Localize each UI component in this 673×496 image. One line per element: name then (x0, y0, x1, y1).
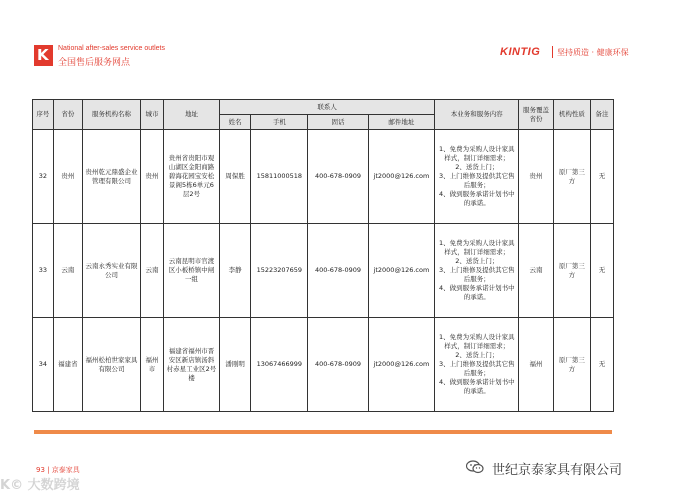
cell-org-name: 福州松柏世家家具有限公司 (82, 318, 140, 412)
cell-remarks: 无 (591, 130, 614, 224)
cell-name: 潘刚明 (220, 318, 251, 412)
service-item: 3、上门维修及提供其它售后服务； (438, 172, 515, 189)
cell-landline: 400-678-0909 (308, 224, 368, 318)
watermark-left: K© 大数跨境 (0, 478, 80, 493)
service-item: 4、做到服务承诺计划书中的承诺。 (438, 190, 515, 207)
table-header-row (33, 100, 614, 115)
cell-nature: 原厂第三方 (553, 318, 590, 412)
col-remarks: 备注 (591, 100, 614, 130)
cell-province: 福建省 (53, 318, 82, 412)
service-item: 2、送货上门； (455, 163, 499, 171)
cell-city: 贵州 (141, 130, 164, 224)
cell-seq: 33 (33, 224, 54, 318)
cell-email: jt2000@126.com (368, 130, 435, 224)
brand-name: KINTIG (500, 46, 541, 58)
cell-coverage: 贵州 (519, 130, 553, 224)
table-row (33, 318, 614, 412)
cell-services (435, 224, 519, 318)
cell-coverage: 云南 (519, 224, 553, 318)
cell-address: 福建省福州市晋安区新店镇汤斜村赤星工业区2号楼 (163, 318, 219, 412)
cell-city: 福州市 (141, 318, 164, 412)
col-city: 城市 (141, 100, 164, 130)
cell-org-name: 贵州乾元鼎盛企业管理有限公司 (82, 130, 140, 224)
cell-province: 云南 (53, 224, 82, 318)
table-row (33, 224, 614, 318)
col-nature: 机构性质 (553, 100, 590, 130)
cell-org-name: 云南永秀实业有限公司 (82, 224, 140, 318)
service-outlets-table (32, 99, 614, 412)
col-email: 邮件地址 (368, 115, 435, 130)
cell-address: 云南昆明市官渡区小板桥镇中闸一组 (163, 224, 219, 318)
cell-landline: 400-678-0909 (308, 130, 368, 224)
brand-divider (552, 46, 553, 58)
watermark-right: 世纪京泰家具有限公司 (492, 463, 623, 478)
cell-nature: 原厂第三方 (553, 224, 590, 318)
service-item: 1、免费为采购人设计家具样式，制订详细需求； (438, 145, 515, 162)
cell-city: 云南 (141, 224, 164, 318)
cell-services (435, 318, 519, 412)
col-seq: 序号 (33, 100, 54, 130)
col-org-name: 服务机构名称 (82, 100, 140, 130)
table-body (33, 130, 614, 412)
col-contact-group: 联系人 (220, 100, 435, 115)
cell-mobile: 15811000518 (251, 130, 308, 224)
cell-remarks: 无 (591, 224, 614, 318)
service-item: 2、送货上门； (455, 351, 499, 359)
table-row (33, 130, 614, 224)
footer-bar (34, 430, 612, 434)
cell-mobile: 13067466999 (251, 318, 308, 412)
service-item: 3、上门维修及提供其它售后服务； (438, 360, 515, 377)
cell-remarks: 无 (591, 318, 614, 412)
col-mobile: 手机 (251, 115, 308, 130)
col-services: 本业务和服务内容 (435, 100, 519, 130)
cell-province: 贵州 (53, 130, 82, 224)
col-address: 地址 (163, 100, 219, 130)
service-item: 1、免费为采购人设计家具样式，制订详细需求； (438, 333, 515, 350)
brand-slogan: 坚持质造 · 健康环保 (557, 48, 629, 57)
cell-email: jt2000@126.com (368, 224, 435, 318)
cell-landline: 400-678-0909 (308, 318, 368, 412)
cell-services (435, 130, 519, 224)
cell-name: 周保胜 (220, 130, 251, 224)
cell-email: jt2000@126.com (368, 318, 435, 412)
logo-letter: K (37, 46, 49, 64)
header-title-cn: 全国售后服务网点 (58, 58, 131, 68)
col-landline: 固话 (308, 115, 368, 130)
page-number: 93 | 京泰家具 (36, 466, 80, 474)
cell-coverage: 福州 (519, 318, 553, 412)
cell-name: 李静 (220, 224, 251, 318)
cell-mobile: 15223207659 (251, 224, 308, 318)
service-item: 3、上门维修及提供其它售后服务； (438, 266, 515, 283)
service-item: 4、做到服务承诺计划书中的承诺。 (438, 378, 515, 395)
service-item: 2、送货上门； (455, 257, 499, 265)
cell-address: 贵州省贵阳市观山湖区金阳商路碧海花园宝安松景阁5栋6单元6层2号 (163, 130, 219, 224)
cell-nature: 原厂第三方 (553, 130, 590, 224)
kintig-logo (34, 45, 53, 66)
col-province: 省份 (53, 100, 82, 130)
wechat-icon (466, 460, 484, 474)
service-item: 4、做到服务承诺计划书中的承诺。 (438, 284, 515, 301)
col-coverage: 服务覆盖省份 (519, 100, 553, 130)
service-item: 1、免费为采购人设计家具样式，制订详细需求； (438, 239, 515, 256)
cell-seq: 34 (33, 318, 54, 412)
col-name: 姓名 (220, 115, 251, 130)
cell-seq: 32 (33, 130, 54, 224)
header-title-en: National after-sales service outlets (58, 45, 165, 52)
